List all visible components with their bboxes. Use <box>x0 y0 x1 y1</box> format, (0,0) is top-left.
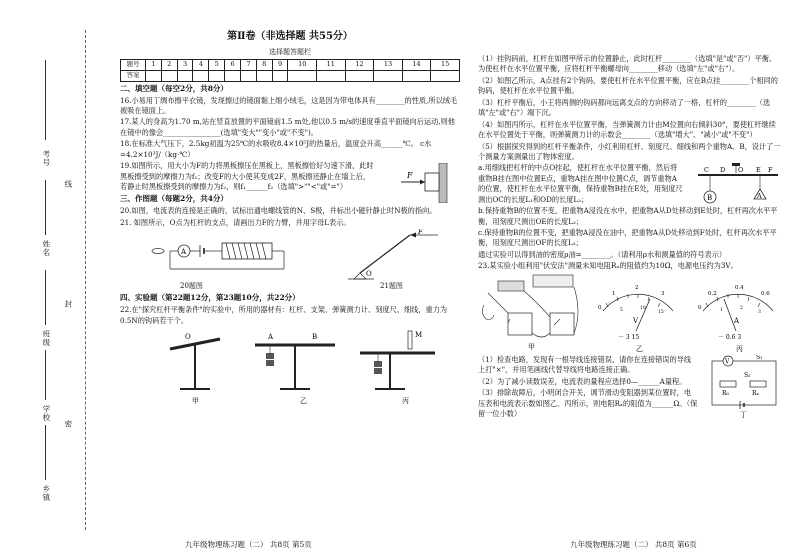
label-mi: 密 <box>63 420 73 429</box>
question-16: 16.小易用丁绸布擦平衣镜，发现擦过的镜面黏上细小绒毛，这是因为带电体具有________的性质,所以绒毛被吸在镜面上。 <box>120 95 458 115</box>
answer-cell[interactable] <box>374 70 403 81</box>
answer-cell[interactable] <box>256 70 272 81</box>
svg-text:5: 5 <box>620 307 623 313</box>
svg-text:O: O <box>738 166 744 175</box>
question-18-constant: c水=4.2×10³J/（kg·℃） <box>120 139 432 159</box>
svg-text:S₂: S₂ <box>744 371 751 379</box>
svg-text:A: A <box>181 248 187 257</box>
question-22-4: （4）如图丙所示，杠杆在水平位置平衡，当弹簧测力计由M位置向右倾斜30°，要使杠杆继续在水平位置处于平衡，则弹簧测力计的示数会________（选填"增大"、"减小"或"不变"） <box>478 119 776 140</box>
table-cell: 6 <box>225 59 241 70</box>
answer-cell[interactable] <box>402 70 431 81</box>
svg-text:V: V <box>725 358 730 366</box>
question-22-5d: 通过实验可以得到油的密度ρ油=________。（请利用ρ水和测量值的符号表示） <box>478 249 727 259</box>
table-cell: 15 <box>431 59 460 70</box>
answer-table-row-answers <box>121 70 460 81</box>
label-xuexiao: 学校 <box>41 405 51 422</box>
answer-table-row-numbers <box>121 59 460 70</box>
svg-text:B: B <box>707 194 713 203</box>
svg-text:S₁: S₁ <box>756 354 763 361</box>
kaohao-line <box>45 60 46 140</box>
left-column <box>120 30 460 407</box>
question-22-5: （5）根据探究得到的杠杆平衡条件，小红利用杠杆、刻度尺、细线和两个重物A、B，设计了一个测量方案测量出了物体密度。 <box>478 141 781 161</box>
question-23: 23.某实验小组利用"伏安法"测量未知电阻Rₓ的阻值约为10Ω，电源电压约为3V。 <box>478 261 738 271</box>
svg-text:0.4: 0.4 <box>735 284 744 291</box>
svg-text:1: 1 <box>720 307 723 313</box>
answer-cell[interactable] <box>193 70 209 81</box>
table-cell: 2 <box>161 59 177 70</box>
svg-text:2: 2 <box>740 305 743 311</box>
banji-line <box>45 270 46 325</box>
xuexiao-line <box>45 350 46 400</box>
svg-text:A: A <box>757 192 762 201</box>
figure-20-solenoid <box>150 229 290 281</box>
fig-jia: 甲 <box>192 396 199 405</box>
figure-23-ding <box>706 355 782 419</box>
voltmeter-terminals: － 3 15 <box>618 333 640 341</box>
question-19: 19.如图所示，用大小为F的力将黑板擦压在黑板上，黑板擦恰好匀速下滑，此时黑板擦受到的摩擦力为f₁；改变F的大小使其变成2F，黑板擦还静止在墙上后，若静止时黑板擦受到的摩擦力为f₂，则f₁______f₂（选填">""<"或"="） <box>120 161 374 192</box>
answer-cell[interactable] <box>431 70 460 81</box>
figure-21-lever <box>340 229 450 281</box>
figure-23-circuit-and-meters <box>478 273 782 355</box>
svg-text:15: 15 <box>658 309 664 315</box>
table-cell: 11 <box>317 59 346 70</box>
fig23-ding: 丁 <box>740 410 747 419</box>
ammeter-symbol: A <box>734 316 740 325</box>
label-banji: 班级 <box>41 330 51 347</box>
question-22-2: （2）如图乙所示，A点挂有2个钩码，要使杠杆在水平位置平衡，应在B点挂________个相同的钩码，使杠杆在水平位置平衡。 <box>478 75 778 96</box>
label-xiangzhen: 乡镇 <box>41 485 51 502</box>
section-fill-blank: 二、填空题（每空2分，共8分） <box>120 83 228 93</box>
svg-text:O: O <box>185 332 191 341</box>
svg-text:E: E <box>756 166 761 175</box>
question-22-1: （1）挂钩码前，杠杆在如图甲所示的位置静止，此时杠杆________（选填"是"或"否"）平衡。为使杠杆在水平位置平衡，应将杠杆平衡螺母向________移动（选填"左"或"右"）。 <box>478 54 777 74</box>
answer-cell[interactable] <box>272 70 288 81</box>
binding-dashed-line <box>85 30 86 530</box>
svg-text:Rₓ: Rₓ <box>752 389 760 397</box>
question-18-text: 18.在标准大气压下，2.5kg初温为25℃的水吸收8.4×10⁵J的热量后，温度会升高______℃。 <box>120 139 418 149</box>
table-cell: 7 <box>240 59 256 70</box>
figures-23 <box>478 273 782 355</box>
voltmeter-symbol: V <box>633 316 639 325</box>
fig23-jia: 甲 <box>528 342 535 351</box>
svg-text:1: 1 <box>612 290 616 297</box>
fig19-F: F <box>407 171 413 181</box>
section-title: 第Ⅱ卷（非选择题 共55分） <box>227 31 353 42</box>
figure-20-caption: 20题图 <box>180 282 203 291</box>
question-21: 21. 如图所示，O点为杠杆的支点，请画出力F的力臂，并用字母L表示。 <box>120 217 351 227</box>
figure-21-caption: 21题图 <box>380 282 403 291</box>
table-cell: 1 <box>146 59 162 70</box>
right-column <box>478 54 782 420</box>
question-22-5-block <box>478 163 782 205</box>
svg-text:0: 0 <box>598 304 602 311</box>
answer-table-caption: 选择题答题栏 <box>269 47 311 56</box>
table-cell: 14 <box>402 59 431 70</box>
svg-text:0.2: 0.2 <box>708 290 717 297</box>
table-head-tihao: 题号 <box>121 59 146 70</box>
xingming-line <box>45 180 46 235</box>
question-23-3: （3）排除故障后，小明闭合开关，调节滑动变阻器到某位置时，电压表和电流表示数如图乙、丙所示，则电阻Rₓ的阻值为______Ω。（保留一位小数） <box>478 388 698 418</box>
table-cell: 5 <box>209 59 225 70</box>
svg-text:2: 2 <box>635 284 639 291</box>
svg-text:0.6: 0.6 <box>761 290 770 297</box>
figures-20-21 <box>120 229 460 291</box>
table-cell: 8 <box>256 59 272 70</box>
question-22-5a: a.用细线把杠杆的中点O挂起，使杠杆在水平位置平衡，然后将重物B挂在图中位置E点，重物A挂在图中位置C点，调节重物A的位置，使杠杆在水平位置平衡，保持重物B挂在E处，用刻度尺测出OC的长度L₁和OD的长度L₂； <box>478 163 683 204</box>
question-22-5b: b.保持重物B的位置不变，把重物A浸没在水中，把重物A从D处移动到E处时，杠杆再次水平平衡，用刻度尺测出OE的长度L₂； <box>478 206 778 226</box>
answer-cell[interactable] <box>288 70 317 81</box>
question-23-1: （1）检查电路，发现有一根导线连接错误，请你在连接错误的导线上打"×"，并用笔画线代替导线将电路连接正确。 <box>478 354 692 375</box>
question-22-5c: c.保持重物B的位置不变，把重物A浸没在油中，把重物A从D处移动到F处时，杠杆再次水平平衡，用刻度尺测出OF的长度L₃； <box>478 228 777 248</box>
answer-table <box>120 59 460 82</box>
answer-cell[interactable] <box>177 70 193 81</box>
svg-text:B: B <box>312 332 318 341</box>
svg-text:0: 0 <box>698 304 702 311</box>
question-20: 20.如图，电流表的连接是正确的，试标出通电螺线管的N、S极，并标出小磁针静止时N极的指向。 <box>120 206 437 216</box>
table-cell: 9 <box>272 59 288 70</box>
label-xingming: 姓名 <box>41 240 51 257</box>
figure-22-5 <box>690 163 782 219</box>
fig23-yi: 乙 <box>636 344 643 353</box>
answer-cell[interactable] <box>161 70 177 81</box>
answer-cell[interactable] <box>240 70 256 81</box>
svg-text:A: A <box>268 332 274 341</box>
fig23-bing: 丙 <box>736 344 743 353</box>
svg-text:C: C <box>704 166 709 175</box>
fig-bing: 丙 <box>402 396 409 405</box>
binding-margin <box>0 0 120 560</box>
table-cell: 10 <box>288 59 317 70</box>
fig21-O: O <box>366 270 372 279</box>
section-drawing: 三、作图题（每题2分，共4分） <box>120 194 228 204</box>
answer-cell[interactable] <box>345 70 374 81</box>
question-23-2: （2）为了减小读数误差，电流表的量程应选择0—______A量程。 <box>478 376 687 386</box>
svg-text:10: 10 <box>640 305 646 311</box>
svg-text:3: 3 <box>758 309 761 315</box>
question-22-3: （3）杠杆平衡后，小王将两侧的钩码都向远离支点的方向移动了一格，杠杆的________（选填"左"或"右"）端下沉。 <box>478 97 771 118</box>
svg-text:M: M <box>415 330 423 339</box>
svg-text:3: 3 <box>661 290 665 297</box>
table-cell: 4 <box>193 59 209 70</box>
answer-cell[interactable] <box>225 70 241 81</box>
answer-cell[interactable] <box>146 70 162 81</box>
footer-right: 九年级物理练习题（二） 共8页 第6页 <box>570 540 697 549</box>
label-xian: 线 <box>63 180 73 189</box>
figures-22 <box>120 327 460 407</box>
label-kaohao: 考号 <box>41 150 51 167</box>
answer-cell[interactable] <box>209 70 225 81</box>
table-cell: 12 <box>345 59 374 70</box>
svg-text:D: D <box>720 166 726 175</box>
label-feng: 封 <box>63 300 73 309</box>
svg-text:R₀: R₀ <box>722 389 729 397</box>
fig-yi: 乙 <box>300 396 307 405</box>
table-head-daan: 答案 <box>121 70 146 81</box>
figure-19 <box>395 163 455 203</box>
table-cell: 3 <box>177 59 193 70</box>
section-experiment: 四、实验题（第22题12分，第23题10分，共22分） <box>120 293 300 303</box>
ammeter-terminals: － 0.6 3 <box>718 333 742 341</box>
question-22: 22.在"探究杠杆平衡条件"的实验中，所用的器材有：杠杆、支架、弹簧测力计、刻度尺、细线，重力为0.5N的钩码若干个。 <box>120 305 448 325</box>
footer-left: 九年级物理练习题（二） 共8页 第5页 <box>185 540 312 549</box>
table-cell: 13 <box>374 59 403 70</box>
question-23-parts <box>478 355 782 420</box>
figure-22-levers <box>140 327 440 405</box>
question-18 <box>120 139 460 160</box>
svg-text:F: F <box>768 166 773 175</box>
xiangzhen-line <box>45 425 46 480</box>
question-17: 17.某人的身高为1.70 m,站在竖直放置的平面镜前1.5 m处,他以0.5 m/s的速度垂直平面镜向后运动,则他在镜中的像会________________(选填"变大""变小"或"不变")。 <box>120 117 455 137</box>
fig21-F: F <box>418 229 423 237</box>
answer-cell[interactable] <box>317 70 346 81</box>
question-19-block <box>120 161 460 192</box>
